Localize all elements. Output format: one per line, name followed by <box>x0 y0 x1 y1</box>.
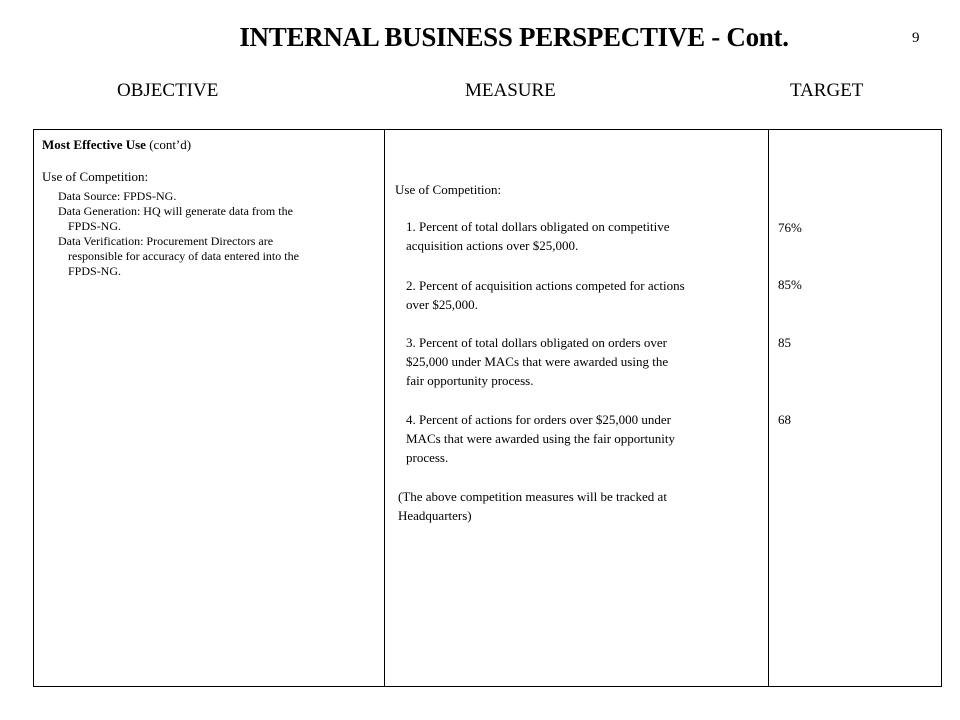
objective-subheading: Use of Competition: <box>42 169 149 184</box>
measure-3-line-1: 3. Percent of total dollars obligated on orders over <box>406 335 668 350</box>
target-4: 68 <box>778 412 791 427</box>
measure-heading: Use of Competition: <box>395 182 502 197</box>
data-generation-line-2: FPDS-NG. <box>68 219 122 233</box>
page-number: 9 <box>912 30 920 46</box>
measure-4-line-2: MACs that were awarded using the fair opportunity <box>406 431 675 446</box>
measure-2-line-1: 2. Percent of acquisition actions competed for actions <box>406 278 685 293</box>
column-divider <box>384 130 385 686</box>
data-generation-line-1: Data Generation: HQ will generate data from the <box>58 204 293 218</box>
column-header-objective: OBJECTIVE <box>117 80 219 101</box>
target-3: 85 <box>778 335 791 350</box>
measure-3 <box>406 333 771 390</box>
column-header-measure: MEASURE <box>465 80 556 101</box>
objective-cell <box>42 136 372 279</box>
objective-heading-rest: (cont’d) <box>145 137 192 152</box>
measure-note-line-1: (The above competition measures will be tracked at <box>398 489 667 504</box>
measure-4-line-3: process. <box>406 450 449 465</box>
measure-1 <box>406 217 771 255</box>
measure-3-line-3: fair opportunity process. <box>406 373 534 388</box>
measure-4-line-1: 4. Percent of actions for orders over $25,000 under <box>406 412 671 427</box>
data-verification-line-3: FPDS-NG. <box>68 264 122 278</box>
measure-3-line-2: $25,000 under MACs that were awarded using the <box>406 354 669 369</box>
measure-1-line-1: 1. Percent of total dollars obligated on competitive <box>406 219 670 234</box>
target-1: 76% <box>778 220 802 235</box>
target-2: 85% <box>778 277 802 292</box>
measure-4 <box>406 410 771 467</box>
measure-2 <box>406 276 771 314</box>
measure-note <box>398 487 763 525</box>
objective-heading-bold: Most Effective Use <box>42 137 146 152</box>
measure-2-line-2: over $25,000. <box>406 297 478 312</box>
measure-note-line-2: Headquarters) <box>398 508 472 523</box>
data-verification-line-1: Data Verification: Procurement Directors are <box>58 234 274 248</box>
page-title: INTERNAL BUSINESS PERSPECTIVE - Cont. <box>239 22 789 52</box>
data-source: Data Source: FPDS-NG. <box>58 189 177 203</box>
column-divider <box>768 130 769 686</box>
measure-1-line-2: acquisition actions over $25,000. <box>406 238 579 253</box>
objective-heading <box>42 136 372 153</box>
data-verification-line-2: responsible for accuracy of data entered into the <box>68 249 299 263</box>
column-header-target: TARGET <box>790 80 864 101</box>
